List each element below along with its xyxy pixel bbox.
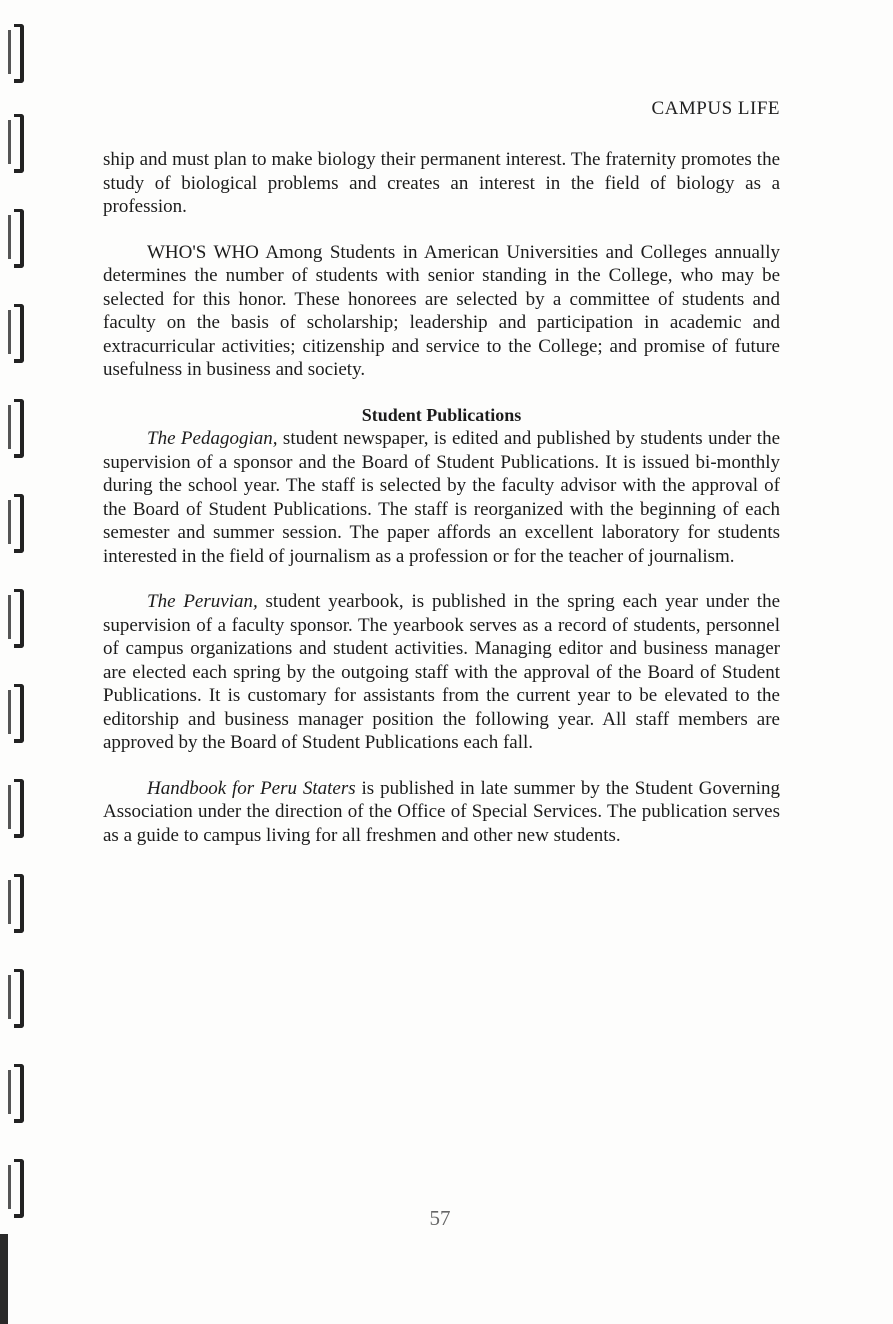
publication-title: The Peruvian, (147, 591, 258, 612)
running-head: CAMPUS LIFE (651, 98, 780, 119)
binding-ring (6, 585, 24, 645)
paragraph-continued: ship and must plan to make biology their permanent interest. The fraternity promotes the study of biological problems and creates an interest in the field of biology as a profession. (103, 149, 780, 217)
binding-ring (6, 1155, 24, 1215)
page-number: 57 (429, 1206, 451, 1230)
binding-ring (6, 20, 24, 80)
paragraph-pedagogian (103, 427, 780, 568)
binding-ring (6, 205, 24, 265)
publication-title: Handbook for Peru Staters (147, 777, 356, 799)
publication-title: The Pedagogian, (147, 428, 278, 449)
binding-ring (6, 110, 24, 170)
paragraph-text: is published in late summer by the Student Governing Association under the direction of the Office of Special Services. The publication serves as a guide to campus living for all freshmen and other new students. (103, 777, 780, 846)
binding-edge (0, 1234, 8, 1324)
binding-ring (6, 870, 24, 930)
binding-ring (6, 300, 24, 360)
binding-ring (6, 965, 24, 1025)
paragraph-peruvian (103, 590, 780, 755)
paragraph-whos-who: WHO'S WHO Among Students in American Universities and Colleges annually determines the number of students with senior standing in the College, who may be selected for this honor. These honorees are selected by a committee of students and faculty on the basis of scholarship; leadership and participation in academic and extracurricular activities; citizenship and service to the College; and promise of future usefulness in business and society. (103, 241, 780, 380)
binding-ring (6, 1060, 24, 1120)
paragraph-text: student newspaper, is edited and published by students under the supervision of a sponsor and the Board of Student Publications. It is issued bi-monthly during the school year. The staff is selected by the faculty advisor with the approval of the Board of Student Publications. The staff is reorganized with the beginning of each semester and summer session. The paper affords an excellent laboratory for students interested in the field of journalism as a profession or for the teacher of journalism. (103, 428, 780, 567)
body-text (103, 148, 780, 869)
section-heading: Student Publications (361, 404, 522, 425)
binding-ring (6, 395, 24, 455)
binding-ring (6, 680, 24, 740)
paragraph-handbook (103, 777, 780, 848)
paragraph-text: student yearbook, is published in the spring each year under the supervision of a faculty sponsor. The yearbook serves as a record of students, personnel of campus organizations and student activities. Managing editor and business manager are elected each spring by the outgoing staff with the approval of the Board of Student Publications. It is customary for assistants from the current year to be elevated to the editorship and business manager position the following year. All staff members are approved by the Board of Student Publications each fall. (103, 591, 780, 753)
spiral-binding (0, 0, 30, 1324)
binding-ring (6, 775, 24, 835)
binding-ring (6, 490, 24, 550)
